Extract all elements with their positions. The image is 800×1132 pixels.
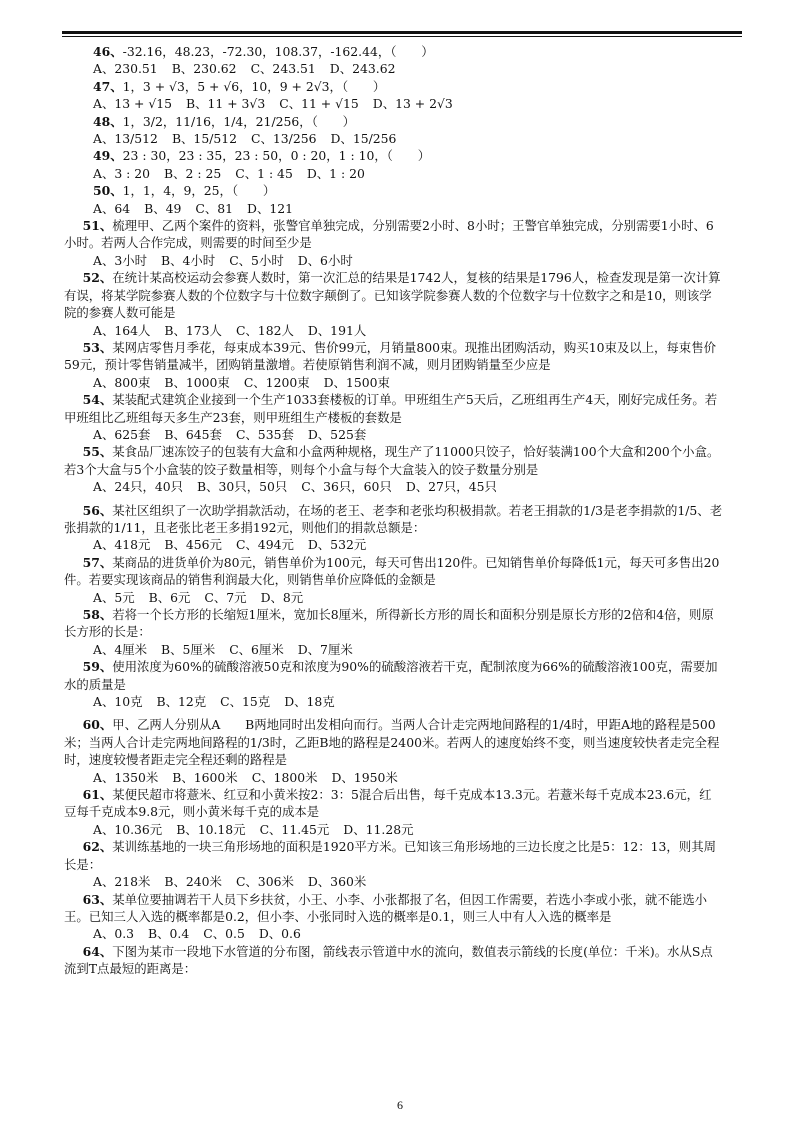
question-item: [64, 658, 723, 716]
answer-options: [93, 925, 723, 942]
question-text: 1，3/2，11/16，1/4，21/256，（ ）: [122, 113, 356, 129]
question-stem: [93, 78, 723, 95]
answer-option: A、230.51: [93, 61, 158, 77]
answer-option: D、0.6: [258, 926, 301, 942]
question-text: 使用浓度为60%的硫酸溶液50克和浓度为90%的硫酸溶液若干克，配制浓度为66%的硫酸溶液100克，需要加水的质量是: [64, 659, 718, 692]
answer-option: B、49: [144, 200, 182, 216]
answer-option: C、494元: [235, 537, 294, 553]
question-number: 54、: [82, 392, 113, 408]
answer-options: [93, 322, 723, 339]
answer-option: D、525套: [307, 426, 367, 442]
answer-option: B、5厘米: [161, 641, 216, 657]
answer-option: D、18克: [284, 694, 335, 710]
answer-option: D、191人: [307, 322, 367, 338]
answer-option: D、8元: [260, 589, 304, 605]
answer-option: C、6厘米: [229, 641, 284, 657]
question-text: 梳理甲、乙两个案件的资料，张警官单独完成，分别需要2小时、8小时；王警官单独完成，分别需要1小时、6小时。若两人合作完成，则需要的时间至少是: [64, 218, 714, 251]
question-number: 64、: [82, 943, 113, 959]
answer-option: D、532元: [307, 537, 367, 553]
answer-options: [93, 165, 723, 182]
answer-option: D、1 : 20: [306, 165, 365, 181]
answer-options: [93, 130, 723, 147]
answer-option: C、535套: [235, 426, 294, 442]
question-text: 若将一个长方形的长缩短1厘米，宽加长8厘米，所得新长方形的周长和面积分别是原长方形的2倍和4倍，则原长方形的长是：: [64, 607, 714, 640]
question-number: 46、: [93, 44, 123, 59]
question-text: -32.16，48.23，-72.30，108.37，-162.44，（ ）: [122, 44, 434, 59]
answer-option: C、243.51: [250, 61, 316, 77]
answer-options: [93, 641, 723, 658]
question-number: 48、: [93, 113, 123, 129]
question-item: [64, 891, 723, 943]
answer-option: A、4厘米: [93, 641, 148, 657]
question-stem: [64, 391, 723, 426]
question-stem: [64, 269, 723, 321]
answer-option: C、5小时: [229, 252, 284, 268]
question-item: [64, 606, 723, 658]
question-text: 甲、乙两人分别从A B两地同时出发相向而行。当两人合计走完两地间路程的1/4时，甲距A地的路程是500米；当两人合计走完两地间路程的1/3时，乙距B地的路程是2400米。若两人的速度始终不变，则当速度较快者走完全程时，速度较慢者距走完全程还剩的路程是: [64, 717, 720, 768]
answer-options: [93, 821, 723, 838]
question-list: [64, 43, 723, 978]
answer-option: C、81: [195, 200, 234, 216]
answer-options: [93, 478, 723, 495]
question-text: 某食品厂速冻饺子的包装有大盒和小盒两种规格，现生产了11000只饺子，恰好装满100个大盒和200个小盒。若3个大盒与5个小盒装的饺子数量相等，则每个小盒与每个大盒装入的饺子数量分别是: [64, 444, 720, 477]
answer-option: B、15/512: [171, 131, 238, 147]
answer-option: A、64: [93, 200, 131, 216]
question-text: 某商品的进货单价为80元，销售单价为100元，每天可售出120件。已知销售单价每降低1元，每天可多售出20件。若要实现该商品的销售利润最大化，则销售单价应降低的金额是: [64, 554, 720, 588]
answer-option: A、164人: [93, 322, 151, 338]
answer-option: B、6元: [148, 589, 191, 605]
answer-option: C、13/256: [251, 131, 317, 147]
question-text: 某训练基地的一块三角形场地的面积是1920平方米。已知该三角形场地的三边长度之比是5：12：13，则其周长是：: [64, 839, 716, 872]
question-stem: [64, 606, 723, 641]
answer-options: [93, 693, 723, 710]
question-number: 61、: [82, 787, 113, 803]
answer-option: B、1000束: [164, 374, 230, 390]
answer-option: B、240米: [164, 874, 222, 890]
question-item: [64, 943, 723, 978]
question-text: 某单位要抽调若干人员下乡扶贫，小王、小李、小张都报了名，但因工作需要，若选小李或小张，就不能选小王。已知三人入选的概率都是0.2，但小李、小张同时入选的概率是0.1，则三人中有人入选的概率是: [64, 891, 707, 924]
answer-option: C、11.45元: [259, 821, 330, 837]
answer-option: A、418元: [93, 537, 151, 553]
answer-options: [93, 536, 723, 553]
question-stem: [64, 786, 723, 821]
answer-option: A、1350米: [93, 769, 159, 785]
answer-option: A、13/512: [93, 131, 158, 147]
answer-option: D、360米: [307, 874, 367, 890]
question-stem: [64, 943, 723, 978]
question-item: [64, 391, 723, 443]
answer-options: [93, 426, 723, 443]
answer-option: A、800束: [93, 374, 151, 390]
question-stem: [64, 838, 723, 873]
question-number: 60、: [82, 717, 113, 733]
question-item: [64, 339, 723, 391]
question-item: [64, 217, 723, 269]
question-number: 58、: [82, 607, 113, 622]
answer-option: D、243.62: [329, 61, 396, 77]
question-stem: [64, 554, 723, 589]
question-number: 55、: [82, 444, 113, 460]
question-number: 51、: [82, 218, 113, 234]
answer-option: A、10克: [93, 694, 143, 710]
question-text: 某网店零售月季花，每束成本39元、售价99元，月销量800束。现推出团购活动，购买10束及以上，每束售价59元，预计零售销量减半，团购销量激增。若使原销售利润不减，则月团购销量至少应是: [64, 339, 716, 373]
answer-option: C、1 : 45: [235, 165, 293, 181]
answer-option: A、13 + √15: [93, 96, 173, 112]
question-stem: [64, 891, 723, 926]
answer-option: A、10.36元: [93, 821, 163, 837]
answer-option: C、182人: [235, 322, 294, 338]
question-number: 53、: [82, 339, 113, 355]
answer-option: D、7厘米: [297, 641, 353, 657]
question-item: [64, 502, 723, 554]
answer-option: B、10.18元: [176, 821, 246, 837]
answer-option: D、27只，45只: [405, 479, 497, 495]
question-item: [64, 443, 723, 501]
question-text: 1，3 + √3，5 + √6，10，9 + 2√3，（ ）: [122, 78, 386, 94]
answer-option: C、15克: [220, 694, 271, 710]
question-text: 23 : 30，23 : 35，23 : 50，0 : 20，1 : 10，（ ）: [122, 148, 431, 164]
question-stem: [64, 217, 723, 252]
question-item: [64, 838, 723, 890]
answer-option: B、645套: [164, 426, 222, 442]
question-item: [64, 716, 723, 786]
answer-option: B、4小时: [161, 252, 216, 268]
answer-option: A、3 : 20: [93, 165, 151, 181]
answer-option: C、7元: [204, 589, 247, 605]
question-stem: [64, 443, 723, 478]
answer-option: B、456元: [164, 537, 222, 553]
answer-options: [93, 589, 723, 606]
question-number: 49、: [93, 148, 123, 164]
answer-options: [93, 769, 723, 786]
question-number: 50、: [93, 183, 123, 199]
answer-options: [93, 60, 723, 77]
question-text: 某社区组织了一次助学捐款活动，在场的老王、老李和老张均积极捐款。若老王捐款的1/3是老李捐款的1/5、老张捐款的1/11，且老张比老王多捐192元，则他们的捐款总额是：: [64, 502, 723, 535]
answer-options: [93, 200, 723, 217]
answer-option: C、0.5: [203, 926, 245, 942]
answer-option: B、30只，50只: [197, 479, 288, 495]
question-item: [64, 269, 723, 339]
question-text: 1，1，4，9，25，（ ）: [122, 183, 276, 199]
question-stem: [93, 182, 723, 199]
question-item: [93, 78, 723, 113]
answer-options: [93, 374, 723, 391]
answer-option: B、173人: [164, 322, 222, 338]
answer-option: D、15/256: [330, 131, 397, 147]
answer-option: A、5元: [93, 589, 135, 605]
answer-options: [93, 252, 723, 269]
question-item: [93, 43, 723, 78]
answer-option: A、625套: [93, 426, 151, 442]
answer-option: C、36只，60只: [301, 479, 392, 495]
question-number: 63、: [82, 891, 113, 907]
question-number: 56、: [82, 502, 113, 518]
question-stem: [93, 113, 723, 130]
question-item: [93, 182, 723, 217]
answer-option: A、3小时: [93, 252, 148, 268]
question-number: 62、: [82, 839, 113, 855]
answer-option: A、218米: [93, 874, 151, 890]
answer-option: C、306米: [235, 874, 294, 890]
question-text: 下图为某市一段地下水管道的分布图，箭线表示管道中水的流向，数值表示箭线的长度(单位：千米)。水从S点流到T点最短的距离是：: [64, 943, 713, 977]
question-stem: [93, 43, 723, 60]
question-stem: [64, 502, 723, 537]
question-number: 47、: [93, 78, 123, 94]
question-text: 某装配式建筑企业接到一个生产1033套楼板的订单。甲班组生产5天后，乙班组再生产4天，刚好完成任务。若甲班组比乙班组每天多生产23套，则甲班组生产楼板的套数是: [64, 392, 718, 425]
page-number: 6: [397, 1098, 403, 1112]
answer-option: D、6小时: [297, 252, 353, 268]
question-item: [64, 554, 723, 606]
answer-option: B、230.62: [171, 61, 237, 77]
answer-option: D、1950米: [331, 769, 398, 785]
answer-option: D、13 + 2√3: [372, 96, 453, 112]
answer-option: B、12克: [156, 694, 207, 710]
answer-options: [93, 873, 723, 890]
answer-option: B、0.4: [148, 926, 190, 942]
answer-option: C、1800米: [251, 769, 318, 785]
question-number: 59、: [82, 659, 113, 675]
answer-option: B、1600米: [172, 769, 238, 785]
answer-option: A、0.3: [93, 926, 135, 942]
answer-options: [93, 95, 723, 112]
answer-option: D、11.28元: [343, 821, 414, 837]
question-number: 52、: [82, 270, 113, 286]
answer-option: D、121: [247, 200, 293, 216]
question-stem: [64, 658, 723, 693]
question-stem: [64, 339, 723, 374]
question-text: 某便民超市将薏米、红豆和小黄米按2：3：5混合后出售，每千克成本13.3元。若薏米每千克成本23.6元，红豆每千克成本9.8元，则小黄米每千克的成本是: [64, 787, 712, 820]
question-item: [93, 113, 723, 148]
question-stem: [93, 147, 723, 164]
answer-option: A、24只，40只: [93, 479, 184, 495]
question-item: [93, 147, 723, 182]
answer-option: D、1500束: [323, 374, 390, 390]
answer-option: C、11 + √15: [279, 96, 359, 112]
answer-option: B、11 + 3√3: [186, 96, 266, 112]
answer-option: B、2 : 25: [164, 165, 222, 181]
header-rule-thick: [62, 31, 742, 34]
question-stem: [64, 716, 723, 768]
question-number: 57、: [82, 554, 113, 570]
header-rule-thin: [62, 36, 742, 37]
answer-option: C、1200束: [243, 374, 310, 390]
question-text: 在统计某高校运动会参赛人数时，第一次汇总的结果是1742人，复核的结果是1796人，检查发现是第一次计算有误，将某学院参赛人数的个位数字与十位数字颠倒了。已知该学院参赛人数的个位数字与十位数字之和是10，则该学院的参赛人数可能是: [64, 270, 721, 321]
question-item: [64, 786, 723, 838]
